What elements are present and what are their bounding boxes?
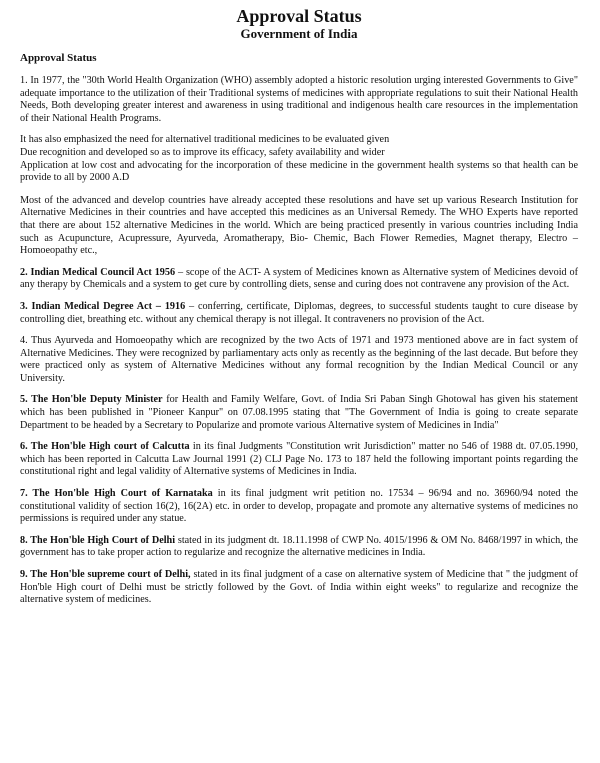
paragraph-3-lead: 3. Indian Medical Degree Act – 1916 (20, 300, 186, 312)
paragraph-1b-line3: Application at low cost and advocating for the incorporation of these medicine in the government health systems so that health can be provide to all by 2000 A.D (20, 159, 578, 184)
paragraph-1c: Most of the advanced and develop countries have already accepted these resolutions and have set up various Research Institution for Alternative Medicines in their countries and have accepted this medicines as an Universal Remedy. The WHO Experts have reported that there are about 152 alternative Medicines in the world. Which are being practiced presently in various countries including India such as Acupuncture, Acupressure, Ayurveda, Aromatherapy, Bio- Chemic, Bach Flower Remedies, Magnet therapy, Electro – Homoeopathy etc., (20, 194, 578, 257)
paragraph-1b-line1: It has also emphasized the need for alternativel traditional medicines to be evaluated given (20, 134, 390, 146)
paragraph-6-lead: 6. The Hon'ble High court of Calcutta (20, 441, 190, 453)
paragraph-7-body: in its final judgment writ petition no. 17534 – 96/94 and no. 36960/94 noted the constitutional validity of section 16(2), 16(2A) etc. in order to develop, propagate and promote any alternative systems of medicines no permissions is required under any statue. (20, 488, 578, 525)
paragraph-6 (20, 441, 578, 479)
paragraph-5-body: for Health and Family Welfare, Govt. of India Sri Paban Singh Ghotowal has given his statement which has been published in "Pioneer Kanpur" on 07.08.1995 stating that "The Government of India is going to create separate Department to be headed by a Secretary to Popularize and promote various Alternative system of Medicines in India" (20, 394, 578, 431)
paragraph-2 (20, 267, 578, 292)
section-heading: Approval Status (20, 52, 97, 64)
paragraph-5-lead: 5. The Hon'ble Deputy Minister (20, 394, 163, 406)
paragraph-6-body: in its final Judgments "Constitution writ Jurisdiction" matter no 546 of 1988 dt. 07.05.1990, which has been reported in Calcutta Law Journal 1991 (2) CLJ Page No. 173 to 187 held the following important points regarding the constitutional right and legal validity of Alternative systems of Medicines in India. (20, 441, 578, 478)
paragraph-1: 1. In 1977, the "30th World Health Organization (WHO) assembly adopted a historic resolution urging interested Governments to Give" adequate importance to the utilization of their Traditional systems of medicines with appropriate regulations to suit their National Health Needs, Both developing greater interest and awareness in using traditional and indigenous health care resources in the implementation of their National Health Programs. (20, 75, 578, 124)
paragraph-5 (20, 394, 578, 432)
paragraph-8-lead: 8. The Hon'ble High Court of Delhi (20, 534, 176, 546)
paragraph-8-body: stated in its judgment dt. 18.11.1998 of CWP No. 4015/1996 & OM No. 8468/1997 in which, the government has to take proper action to regularize and recognize the alternative medicines in India. (20, 534, 578, 559)
paragraph-3-body: – conferring, certificate, Diplomas, degrees, to successful students taught to cure disease by controlling diet, breathing etc. without any chemical therapy is not illegal. It contraveners no provision of the Act. (20, 300, 579, 325)
paragraph-8 (20, 535, 578, 560)
paragraph-2-body: – scope of the ACT- A system of Medicines known as Alternative system of Medicines devoid of any therapy by Chemicals and a system to get cure by controlling diets, sense and curing does not contravene any provision of the Act. (20, 266, 579, 291)
paragraph-3 (20, 301, 578, 326)
paragraph-7-lead: 7. The Hon'ble High Court of Karnataka (20, 488, 213, 500)
paragraph-2-lead: 2. Indian Medical Council Act 1956 (20, 266, 176, 278)
document-title: Approval Status (236, 6, 362, 26)
document-subtitle: Government of India (240, 26, 358, 41)
paragraph-9-body: stated in its final judgment of a case on alternative system of Medicine that " the judgment of Hon'ble High court of Delhi must be strictly followed by the Govt. of India within eight weeks" to regularize and recognize the alternative system of medicines. (20, 569, 578, 606)
paragraph-9 (20, 569, 578, 607)
paragraph-1b-line2: Due recognition and developed so as to improve its efficacy, safety availability and wider (20, 146, 385, 158)
paragraph-9-lead: 9. The Hon'ble supreme court of Delhi, (20, 569, 191, 580)
paragraph-4: 4. Thus Ayurveda and Homoeopathy which are recognized by the two Acts of 1971 and 1973 mentioned above are in fact system of Alternative Medicines. They were recognized by parliamentary acts only as recently as the beginning of the last decade. But before they were practiced only as system of Alternative Medicines without any formal recognition by the Indian Medical Council or any University. (20, 335, 578, 384)
paragraph-7 (20, 488, 578, 526)
